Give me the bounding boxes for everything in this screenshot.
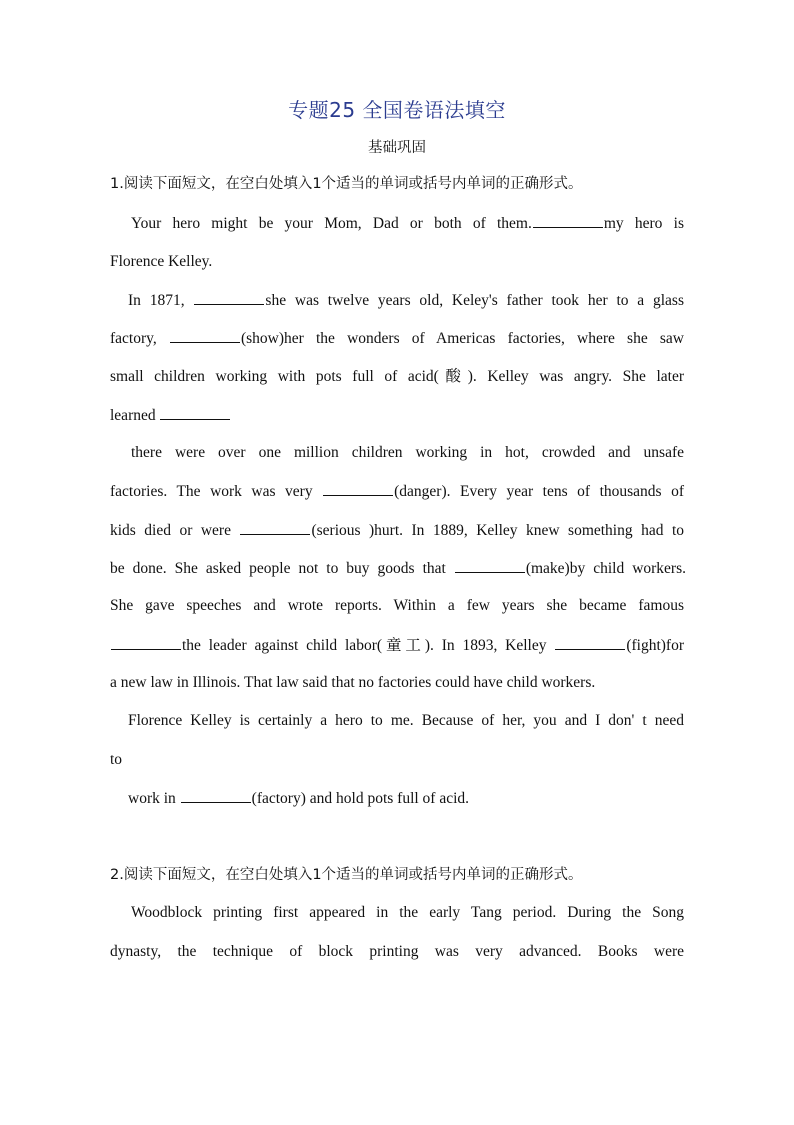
q1-line-16: work in (factory) and hold pots full of acid.: [128, 790, 470, 807]
answer-blank-4[interactable]: [160, 405, 230, 420]
answer-blank-5[interactable]: [323, 481, 393, 496]
answer-blank-7[interactable]: [455, 558, 525, 573]
q1-line-7: there were over one million children working in hot, crowded and unsafe: [131, 444, 684, 461]
q1-line-6: learned: [110, 405, 684, 426]
q1-line-3: In 1871, she was twelve years old, Keley's father took her to a glass: [128, 292, 684, 309]
q1-line-9: kids died or were (serious )hurt. In 1889, Kelley knew something had to: [110, 522, 684, 539]
q1-line-13: a new law in Illinois. That law said that no factories could have child workers.: [110, 674, 596, 691]
answer-blank-10[interactable]: [181, 788, 251, 803]
answer-blank-1[interactable]: [533, 213, 603, 228]
q1-line-1: Your hero might be your Mom, Dad or both of them. my hero is: [131, 215, 684, 232]
q2-line-2: dynasty, the technique of block printing was very advanced. Books were: [110, 943, 684, 960]
q1-line-4: factory, (show)her the wonders of Americas factories, where she saw: [110, 330, 684, 347]
q1-line-12: the leader against child labor(童工). In 1893, Kelley (fight)for: [110, 635, 684, 656]
answer-blank-6[interactable]: [240, 520, 310, 535]
q1-line-5: small children working with pots full of acid(酸). Kelley was angry. She later: [110, 368, 684, 385]
q1-line-10: be done. She asked people not to buy goods that (make)by child workers.: [110, 560, 686, 577]
q1-line-8: factories. The work was very (danger). Every year tens of thousands of: [110, 483, 685, 500]
answer-blank-8[interactable]: [111, 635, 181, 650]
answer-blank-9[interactable]: [555, 635, 625, 650]
q1-instruction: 1.阅读下面短文，在空白处填入1个适当的单词或括号内单词的正确形式。: [110, 176, 583, 192]
section-subtitle: 基础巩固: [368, 140, 426, 156]
q1-line-14: Florence Kelley is certainly a hero to me. Because of her, you and I don' t need: [128, 712, 684, 729]
q2-line-1: Woodblock printing first appeared in the early Tang period. During the Song: [131, 904, 684, 921]
answer-blank-3[interactable]: [170, 328, 240, 343]
page-title: 专题25 全国卷语法填空: [288, 98, 506, 122]
q2-instruction: 2.阅读下面短文，在空白处填入1个适当的单词或括号内单词的正确形式。: [110, 867, 583, 883]
q1-line-15: to: [110, 751, 123, 768]
q1-line-2: Florence Kelley.: [110, 253, 213, 270]
answer-blank-2[interactable]: [194, 290, 264, 305]
q1-line-11: She gave speeches and wrote reports. Within a few years she became famous: [110, 597, 684, 614]
